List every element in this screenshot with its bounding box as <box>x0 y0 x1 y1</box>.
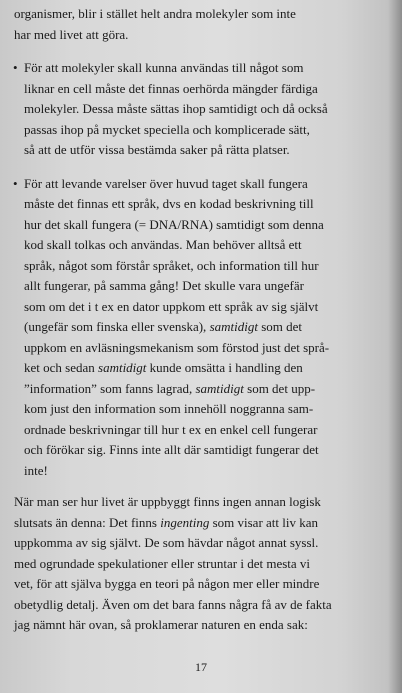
text-line: har med livet att göra. <box>14 26 129 42</box>
text-line: För att molekyler skall kunna användas till något som <box>24 60 304 75</box>
page-text <box>14 4 376 636</box>
text-line: När man ser hur livet är uppbyggt finns ingen annan logisk <box>14 494 321 509</box>
intro-paragraph <box>14 4 376 45</box>
text-line <box>14 358 376 379</box>
bullet-item-molecules <box>14 58 376 161</box>
emphasis: samtidigt <box>195 380 244 396</box>
text-line <box>14 379 376 400</box>
emphasis: samtidigt <box>98 360 147 375</box>
text-run: ket och sedan <box>24 360 99 375</box>
text-run: som det <box>257 319 303 334</box>
text-line: så att de utför vissa bestämda saker på rätta platser. <box>24 142 290 157</box>
text-run: som visar att liv kan <box>209 514 319 530</box>
text-line: organismer, blir i stället helt andra molekyler som inte <box>14 6 296 21</box>
text-line: uppkom en avläsningsmekanism som förstod just det språ- <box>24 339 330 355</box>
bullet-item-language <box>14 174 376 482</box>
bullet-marker: • <box>13 60 18 75</box>
text-line: kod skall tolkas och användas. Man behöver alltså ett <box>24 237 302 252</box>
text-line <box>14 513 376 534</box>
text-line: passas ihop på mycket speciella och komplicerade sätt, <box>24 121 310 137</box>
text-line: liknar en cell måste det finnas oerhörda mängder färdiga <box>24 80 318 96</box>
text-run: kunde omsätta i handling den <box>146 360 303 375</box>
emphasis: ingenting <box>160 514 210 530</box>
page-edge-shadow <box>388 0 402 693</box>
text-line: och förökar sig. Finns inte allt där samtidigt fungerar det <box>24 442 319 457</box>
text-line: språk, något som förstår språket, och information till hur <box>24 257 319 273</box>
text-line: måste det finnas ett språk, dvs en kodad beskrivning till <box>24 196 314 211</box>
page-number: 17 <box>195 660 207 674</box>
text-line: med ogrundade spekulationer eller struntar i det mesta vi <box>14 555 311 571</box>
text-line <box>14 317 376 338</box>
text-line: hur det skall fungera (= DNA/RNA) samtidigt som denna <box>24 216 324 232</box>
emphasis: samtidigt <box>209 319 258 334</box>
text-run: som det upp- <box>243 380 316 396</box>
text-line: inte! <box>24 462 48 478</box>
text-line: jag nämnt här ovan, så proklamerar naturen en enda sak: <box>14 617 308 632</box>
bullet-marker: • <box>13 175 18 191</box>
text-line: uppkomma av sig självt. De som hävdar något annat syssl. <box>14 535 319 550</box>
text-line: molekyler. Dessa måste sättas ihop samtidigt och då också <box>24 101 328 116</box>
text-line: kom just den information som innehöll noggranna sam- <box>24 401 314 416</box>
text-run: (ungefär som finska eller svenska), <box>24 319 210 334</box>
text-line: ordnade beskrivningar till hur t ex en enkel cell fungerar <box>24 421 318 437</box>
text-line: För att levande varelser över huvud taget skall fungera <box>24 175 308 191</box>
closing-paragraph <box>14 492 376 636</box>
text-line: vet, för att själva bygga en teori på någon mer eller mindre <box>14 576 320 591</box>
text-line: allt fungerar, på samma gång! Det skulle vara ungefär <box>24 278 304 293</box>
text-run: ”information” som fanns lagrad, <box>24 380 196 396</box>
text-line: som om det i t ex en dator uppkom ett språk av sig självt <box>24 298 319 314</box>
text-run: slutsats än denna: Det finns <box>14 514 161 530</box>
text-line: obetydlig detalj. Även om det bara fanns några få av de fakta <box>14 596 332 612</box>
